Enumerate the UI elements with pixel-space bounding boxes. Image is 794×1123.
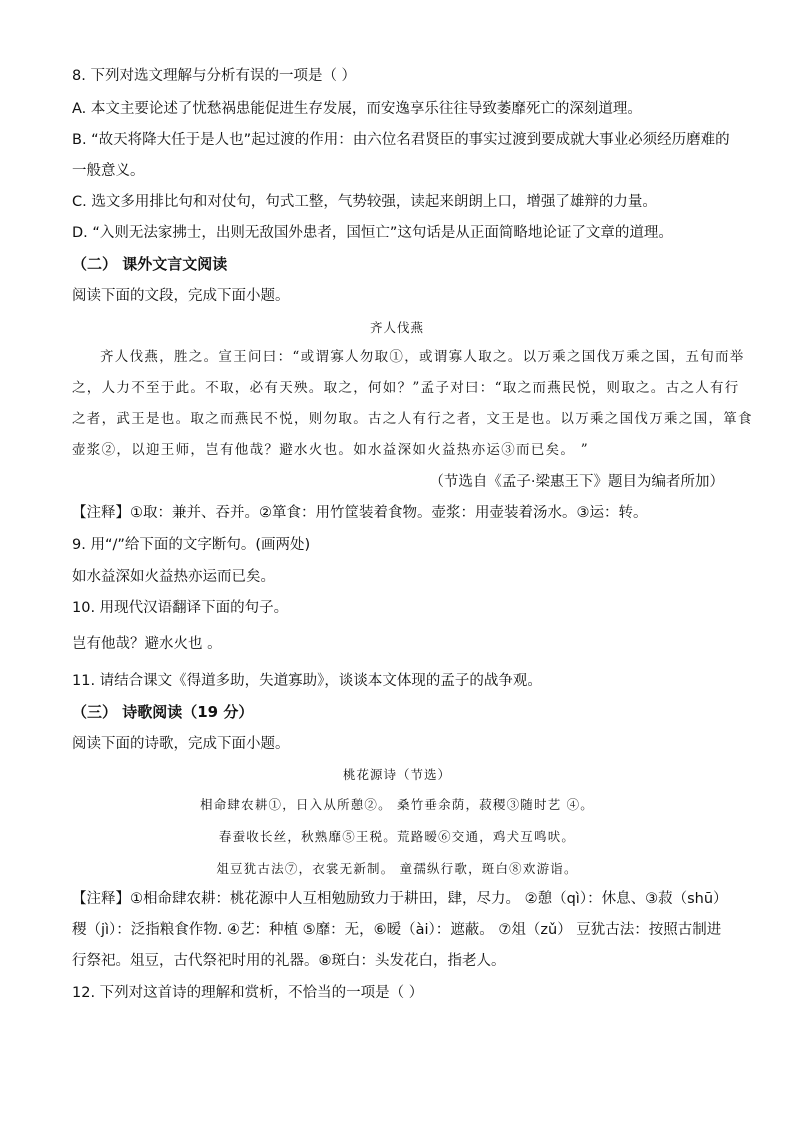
section-3-heading: （三） 诗歌阅读（19 分） [72,703,254,721]
question-8-option-d: D. “入则无法家拂士，出则无敌国外患者，国恒亡”这句话是从正面简略地论证了文章的道理。 [72,225,673,241]
question-8-option-c: C. 选文多用排比句和对仗句，句式工整，气势较强，读起来朗朗上口，增强了雄辩的力量。 [72,194,657,210]
passage-title: 齐人伐燕 [369,320,424,335]
question-9: 9. 用“/”给下面的文字断句。(画两处) [72,537,311,553]
question-9-text: 如水益深如火益热亦运而已矣。 [72,569,275,585]
poem-notes-line-1: 【注释】①相命肆农耕：桃花源中人互相勉励致力于耕田，肆，尽力。 ②憩（qì）：休息、③菽（shū） [72,891,728,907]
question-8-option-b: B. “故天将降大任于是人也”起过渡的作用：由六位名君贤臣的事实过渡到要成就大事业必须经历磨难的 [72,132,730,148]
passage-line-1: 齐人伐燕，胜之。宣王问曰：“或谓寡人勿取①，或谓寡人取之。以万乘之国伐万乘之国，五旬而举 [100,349,745,365]
passage-line-2: 之，人力不至于此。不取，必有天殃。取之，何如？”孟子对曰：“取之而燕民悦，则取之。古之人有行 [72,380,740,396]
passage-notes: 【注释】①取：兼并、吞并。②箪食：用竹筐装着食物。壶浆：用壶装着汤水。③运：转。 [72,505,648,521]
section-2-heading: （二） 课外文言文阅读 [72,255,228,273]
poem-line-1: 相命肆农耕①，日入从所憩②。 桑竹垂余荫，菽稷③随时艺 ④。 [200,797,594,812]
question-12: 12. 下列对这首诗的理解和赏析，不恰当的一项是（ ） [72,985,424,1001]
question-8-stem: 8. 下列对选文理解与分析有误的一项是（ ） [72,68,357,84]
section-2-instruction: 阅读下面的文段，完成下面小题。 [72,288,290,304]
passage-source: （节选自《孟子·梁惠王下》题目为编者所加） [429,474,724,490]
question-10: 10. 用现代汉语翻译下面的句子。 [72,600,289,616]
passage-line-3: 之者，武王是也。取之而燕民不悦，则勿取。古之人有行之者，文王是也。以万乘之国伐万乘之国，箪食 [72,411,753,427]
question-8-option-b-continued: 一般意义。 [72,163,145,179]
poem-title: 桃花源诗（节选） [342,767,451,782]
question-8-option-a: A. 本文主要论述了忧愁祸患能促进生存发展，而安逸享乐往往导致萎靡死亡的深刻道理。 [72,101,642,117]
poem-line-2: 春蚕收长丝，秋熟靡⑤王税。荒路暧⑥交通，鸡犬互鸣吠。 [218,829,576,844]
passage-line-4: 壶浆②，以迎王师，岂有他哉？避水火也。如水益深如火益热亦运③而已矣。 ” [72,442,589,458]
poem-notes-line-3: 行祭祀。俎豆，古代祭祀时用的礼器。⑧斑白：头发花白，指老人。 [72,953,506,969]
poem-notes-line-2: 稷（jì）：泛指粮食作物. ④艺：种植 ⑤靡：无，⑥暧（ài）：遮蔽。 ⑦俎（zǔ） 豆犹古法：按照古制进 [72,922,722,938]
section-3-instruction: 阅读下面的诗歌，完成下面小题。 [72,736,290,752]
question-11: 11. 请结合课文《得道多助，失道寡助》，谈谈本文体现的孟子的战争观。 [72,673,542,689]
poem-line-3: 俎豆犹古法⑦，衣裳无新制。 童孺纵行歌，斑白⑧欢游诣。 [216,861,578,876]
question-10-text: 岂有他哉？避水火也 。 [72,636,222,652]
